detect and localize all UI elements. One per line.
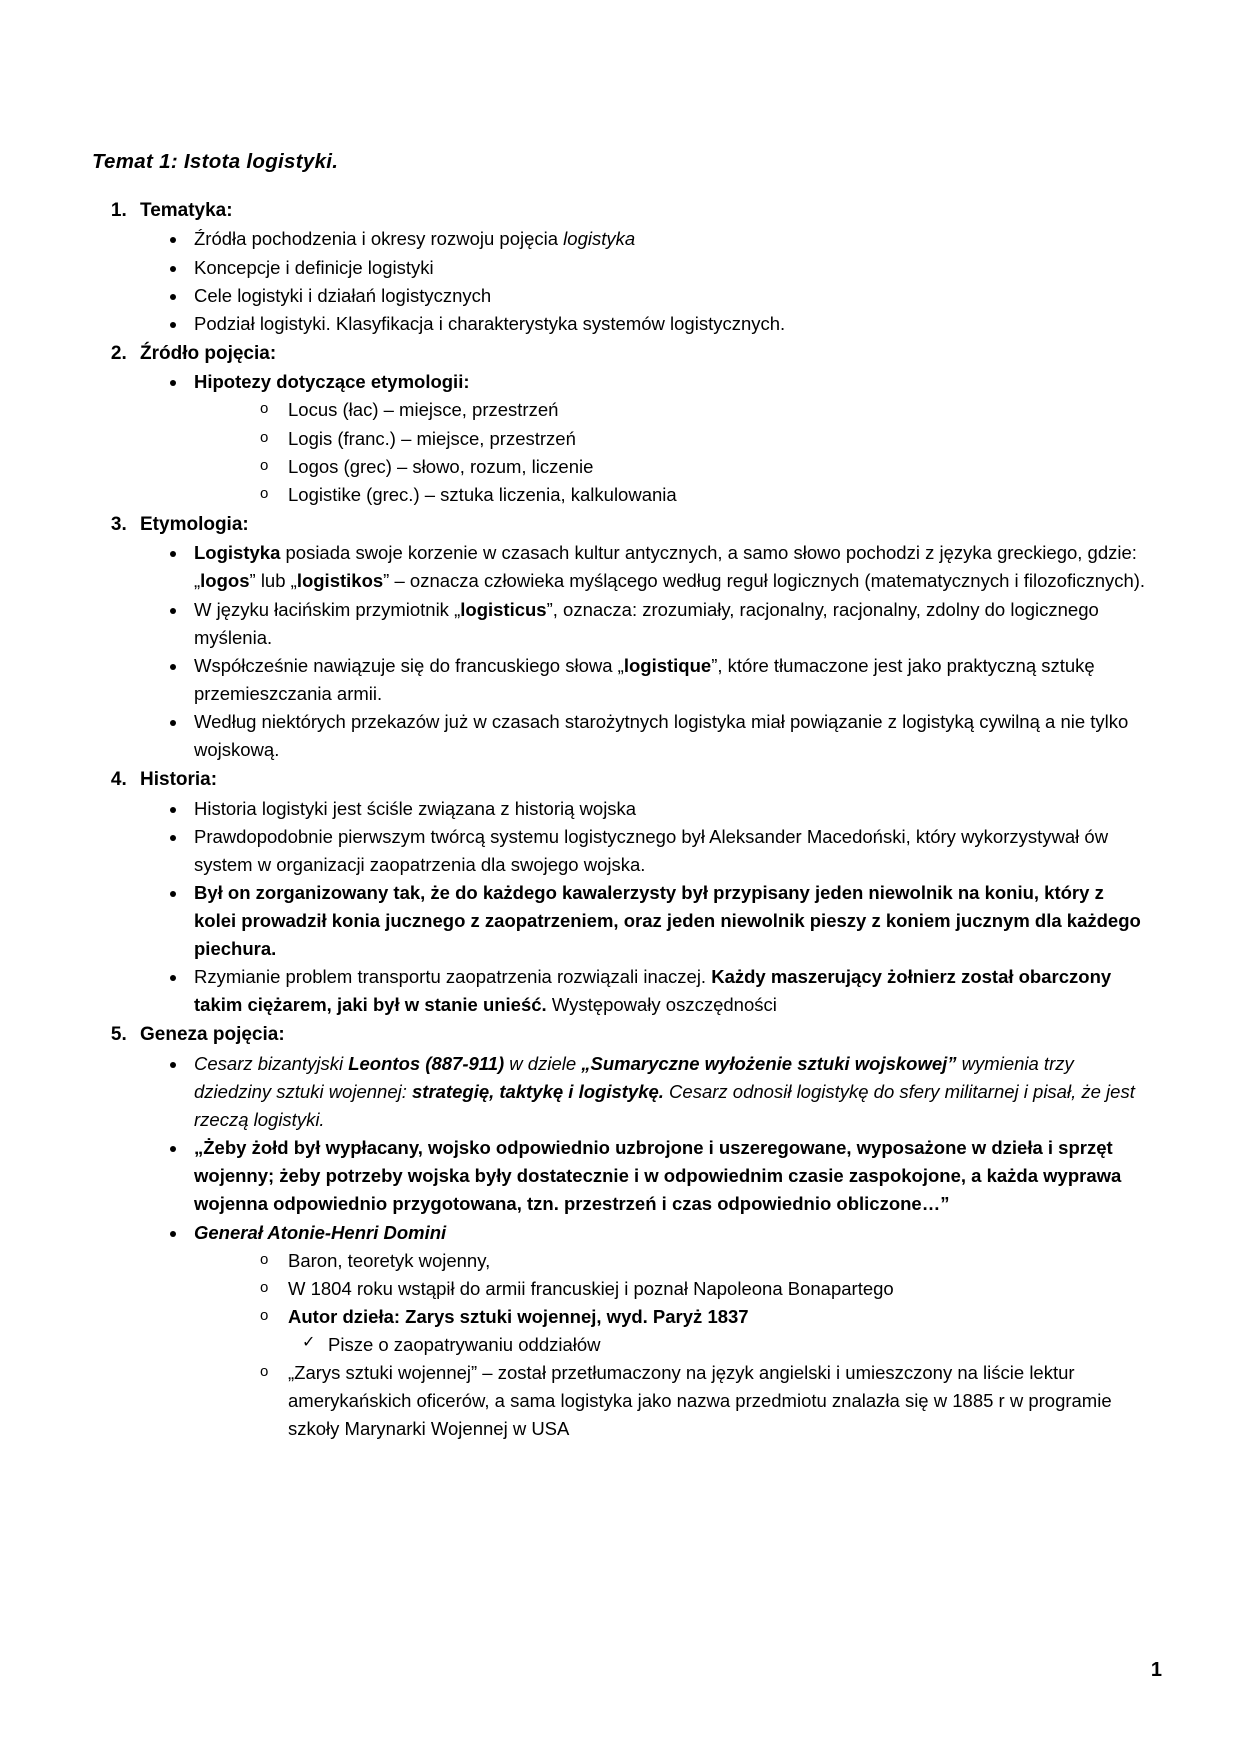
list-item: ✓ Pisze o zaopatrywaniu oddziałów bbox=[302, 1331, 1150, 1359]
bullet-list-etymologia bbox=[140, 539, 1150, 764]
outline-item-etymologia bbox=[132, 510, 1150, 764]
list-item: o Locus (łac) – miejsce, przestrzeń bbox=[258, 396, 1150, 424]
list-item: o Baron, teoretyk wojenny, bbox=[258, 1247, 1150, 1275]
list-item: • Prawdopodobnie pierwszym twórcą systemu logistycznego był Aleksander Macedoński, który wykorzystywał ów system w organizacji zaopatrzenia dla swojego wojska. bbox=[188, 823, 1150, 879]
section-heading: Geneza pojęcia: bbox=[140, 1024, 285, 1046]
page-title: Temat 1: Istota logistyki. bbox=[92, 150, 339, 173]
list-item: • Cele logistyki i działań logistycznych bbox=[188, 282, 1150, 310]
list-item: • Rzymianie problem transportu zaopatrzenia rozwiązali inaczej. Każdy maszerujący żołnierz został obarczony takim ciężarem, jaki był w stanie unieść. Występowały oszczędności bbox=[188, 963, 1150, 1019]
list-item: • Koncepcje i definicje logistyki bbox=[188, 254, 1150, 282]
bullet-list-tematyka bbox=[140, 225, 1150, 337]
list-item: • W języku łacińskim przymiotnik „logisticus”, oznacza: zrozumiały, racjonalny, racjonalny, zdolny do logicznego myślenia. bbox=[188, 596, 1150, 652]
list-item: o Logos (grec) – słowo, rozum, liczenie bbox=[258, 453, 1150, 481]
outline-item-geneza-pojecia bbox=[132, 1020, 1150, 1443]
list-item: • Generał Atonie-Henri Domini bbox=[188, 1219, 1150, 1247]
list-item: • Podział logistyki. Klasyfikacja i charakterystyka systemów logistycznych. bbox=[188, 310, 1150, 338]
list-item: • Współcześnie nawiązuje się do francuskiego słowa „logistique”, które tłumaczone jest jako praktyczną sztukę przemieszczania armii. bbox=[188, 652, 1150, 708]
bullet-text: Źródła pochodzenia i okresy rozwoju pojęcia bbox=[194, 228, 564, 250]
bullet-text-italic: logistyka bbox=[563, 228, 636, 250]
list-item: o „Zarys sztuki wojennej” – został przetłumaczony na język angielski i umieszczony na liście lektur amerykańskich oficerów, a sama logistyka jako nazwa przedmiotu znalazła się w 1885 r w programie szkoły Marynarki Wojennej w USA bbox=[258, 1359, 1150, 1443]
list-item: o Logis (franc.) – miejsce, przestrzeń bbox=[258, 425, 1150, 453]
bullet-list-geneza bbox=[140, 1050, 1150, 1444]
section-heading: Historia: bbox=[140, 769, 218, 791]
list-item: o Autor dzieła: Zarys sztuki wojennej, wyd. Paryż 1837 bbox=[258, 1303, 1150, 1331]
list-item bbox=[188, 225, 1150, 253]
sub-list-check bbox=[258, 1331, 1150, 1359]
list-item: • Logistyka posiada swoje korzenie w czasach kultur antycznych, a samo słowo pochodzi z języka greckiego, gdzie: „logos” lub „logistikos” – oznacza człowieka myślącego według reguł logicznych (matematycznych i filozoficznych). bbox=[188, 539, 1150, 595]
list-item: • Historia logistyki jest ściśle związana z historią wojska bbox=[188, 795, 1150, 823]
page-number: 1 bbox=[1150, 1659, 1162, 1681]
list-item: • Hipotezy dotyczące etymologii: bbox=[188, 368, 1150, 396]
list-item: • Według niektórych przekazów już w czasach starożytnych logistyka miał powiązanie z logistyką cywilną a nie tylko wojskową. bbox=[188, 708, 1150, 764]
outline-item-historia bbox=[132, 765, 1150, 1019]
sub-list-hipotezy bbox=[188, 396, 1150, 508]
section-heading: Tematyka: bbox=[140, 200, 233, 221]
bullet-list-zrodlo bbox=[140, 368, 1150, 509]
section-heading: Źródło pojęcia: bbox=[140, 342, 277, 364]
list-item: o Logistike (grec.) – sztuka liczenia, kalkulowania bbox=[258, 481, 1150, 509]
list-item: o W 1804 roku wstąpił do armii francuskiej i poznał Napoleona Bonapartego bbox=[258, 1275, 1150, 1303]
sub-list-domini bbox=[188, 1247, 1150, 1444]
outline-list bbox=[90, 196, 1150, 1443]
outline-item-tematyka bbox=[132, 196, 1150, 338]
list-item: • „Żeby żołd był wypłacany, wojsko odpowiednio uzbrojone i uszeregowane, wyposażone w dzieła i sprzęt wojenny; żeby potrzeby wojska były dostatecznie i w odpowiednim czasie zaspokojone, a każda wyprawa wojenna odpowiednio przygotowana, tzn. przestrzeń i czas odpowiednio obliczone…” bbox=[188, 1134, 1150, 1218]
section-heading: Etymologia: bbox=[140, 513, 249, 535]
list-item: • Był on zorganizowany tak, że do każdego kawalerzysty był przypisany jeden niewolnik na koniu, który z kolei prowadził konia jucznego z zaopatrzeniem, oraz jeden niewolnik pieszy z koniem jucznym dla każdego piechura. bbox=[188, 879, 1150, 963]
list-item: • Cesarz bizantyjski Leontos (887-911) w dziele „Sumaryczne wyłożenie sztuki wojskowej” wymienia trzy dziedziny sztuki wojennej: strategię, taktykę i logistykę. Cesarz odnosił logistykę do sfery militarnej i pisał, że jest rzeczą logistyki. bbox=[188, 1050, 1150, 1134]
bullet-list-historia bbox=[140, 795, 1150, 1020]
outline-item-zrodlo-pojecia bbox=[132, 339, 1150, 509]
